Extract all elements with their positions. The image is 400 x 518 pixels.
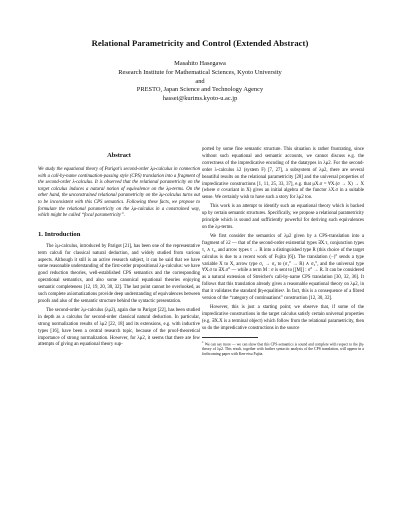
paper-title: Relational Parametricity and Control (Extended Abstract) xyxy=(91,38,309,48)
abstract-text: We study the equational theory of Parigot's second-order λμ-calculus in connection with a call-by-name continuation-passing style (CPS) translation into a fragment of the second-order λ-calculus. It is observed that the relational parametricity on the target calculus induces a natural notion of equivalence on the λμ-terms. On the other hand, the unconstrained relational parametricity on the λμ-calculus turns out to be inconsistent with this CPS semantics. Following these facts, we propose to formulate the relational parametricity on the λμ-calculus in a constrained way, which might be called “focal parametricity”. xyxy=(38,167,200,219)
footnote-text: We can say more — we can show that this CPS-semantics is sound and complete with respect to the βη-theory of λμ2. This result, together with further syntactic analysis of the CPS translation, will appear in a forthcoming paper with Ken-etsu Fujita. xyxy=(202,341,364,356)
right-column xyxy=(202,147,364,357)
right-paragraph-2: This work is an attempt to identify such an equational theory which is backed up by certain semantic structures. Specifically, we propose a relational parametricity principle which is sound and sufficiently powerful for deriving such equivalences on the λμ-terms. xyxy=(202,204,364,230)
affiliation-2: PRESTO, Japan Science and Technology Agency xyxy=(136,86,264,94)
affiliation-1: Research Institute for Mathematical Sciences, Kyoto University xyxy=(118,68,282,76)
right-paragraph-4: However, this is just a starting point; we observe that, if some of the impredicative constructions in the target calculus satisfy certain universal properties (e.g. ∃X.X is a terminal object) which follow from the relational parametricity, then so do the impredicative constructions in the source xyxy=(202,304,364,331)
abstract-heading: Abstract xyxy=(107,152,131,159)
section-heading-introduction: 1. Introduction xyxy=(38,230,81,238)
conjunction-and: and xyxy=(195,77,205,85)
right-paragraph-3: We first consider the semantics of λμ2 given by a CPS-translation into a fragment of λ2 — that of the second-order existential types ∃X.τ, conjunction types τ₁ ∧ τ₂, and arrow types τ → R into a distinguished type R (this choice of the target calculus is due to a recent work of Fujita [6]). The translation (−)° sends a type variable X to X, arrow type σ₁ → σ₂ to (σ₁° → R) ∧ σ₂°, and the universal type ∀X.σ to ∃X.σ° — while a term M : σ is sent to [[M]] : σ° → R. It can be considered as a natural extension of Streicher's call-by-name CPS translation [30, 32, 36]. It follows that this translation already gives a reasonable equational theory on λμ2, in that it validates the standard βη-equalities¹. In fact, this is a consequence of a fibred version of the “category of continuations” construction [12, 30, 32]. xyxy=(202,233,364,302)
footnote-mark: 1 xyxy=(202,339,204,344)
right-paragraph-1: ported by some fine semantic structure. This situation is rather frustrating, since without such equational and semantic accounts, we cannot discuss e.g. the correctness of the impredicative encoding of the datatypes in λμ2. For the second-order λ-calculus λ2 (system F) [7, 27], a subsystem of λμ2, there are several beautiful results on the relational parametricity [28] and the universal properties of impredicative constructions [1, 11, 25, 33, 37], e.g. that μX.σ = ∀X.(σ → X) → X (where σ covariant in X) gives an initial algebra of the functor λX.σ in a suitable sense. We certainly wish to have such a story for λμ2 too. xyxy=(202,147,364,201)
left-column xyxy=(38,152,200,351)
author-block xyxy=(0,60,400,104)
footnote-rule xyxy=(202,337,258,338)
footnote xyxy=(202,340,364,357)
intro-paragraph-2: The second-order λμ-calculus (λμ2), again due to Parigot [22], has been studied in depth as a calculus for second-order classical natural deduction. In particular, strong normalization results of λμ2 [22, 18] and its extensions, e.g. with inductive types [16], have been a central research topic, because of the proof-theoretical importance of strong normalization. However, for λμ2, it seems that there are few attempts of giving an equational theory sup- xyxy=(38,307,200,348)
author-name: Masahito Hasegawa xyxy=(174,60,226,67)
intro-paragraph-1: The λμ-calculus, introduced by Parigot [21], has been one of the representative term calculi for classical natural deduction, and widely studied from various aspects. Although it still is an active research subject, it can be said that we have some reasonable understanding of the first-order propositional λμ-calculus: we have good reduction theories, well-established CPS semantics and the corresponding operational semantics, and also some canonical equational theories enjoying semantic completeness [12, 19, 20, 30, 32]. The last point cannot be overlooked, as such complete axiomatizations provide deep understanding of equivalences between proofs and also of the semantic structure behind the syntactic presentation. xyxy=(38,243,200,304)
author-email: hassei@kurims.kyoto-u.ac.jp xyxy=(162,95,238,103)
